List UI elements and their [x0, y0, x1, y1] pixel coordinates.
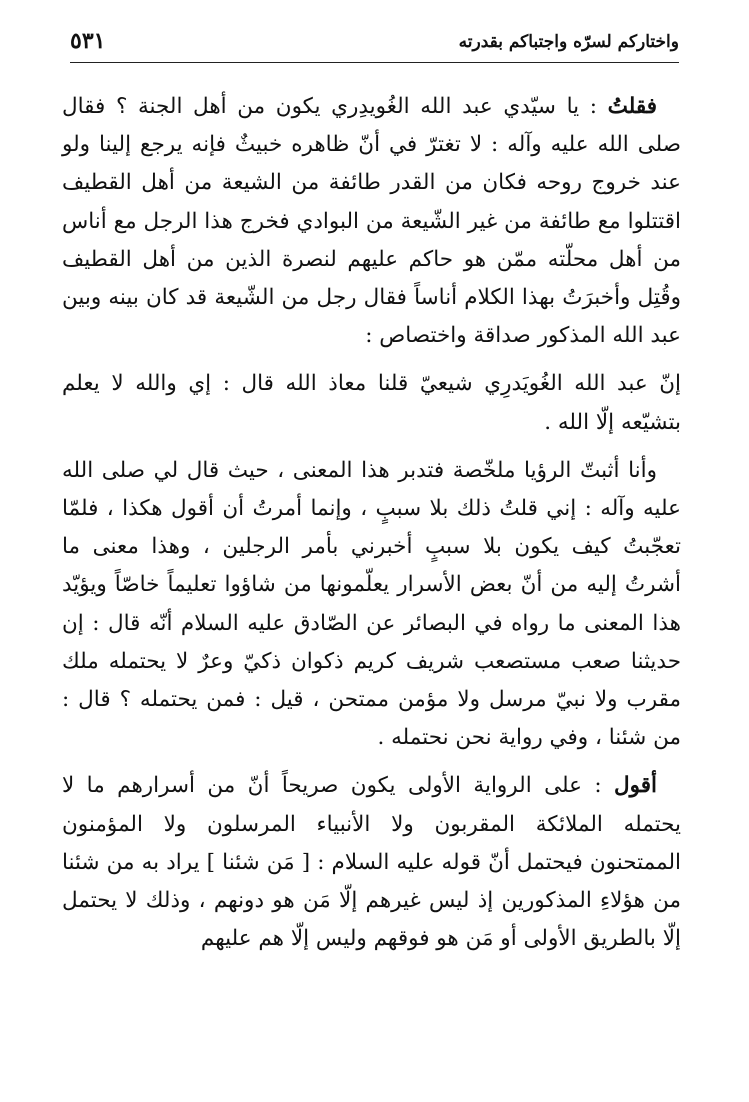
paragraph-text: إنّ عبد الله الغُويَدرِي شيعيّ قلنا معاذ الله قال : إي والله لا يعلم بتشيّعه إلّا الله .	[62, 371, 681, 435]
paragraph-4	[62, 767, 681, 958]
body-text	[62, 88, 681, 968]
paragraph-text: : يا سيّدي عبد الله الغُويدِري يكون من أهل الجنة ؟ فقال صلى الله عليه وآله : لا تغترّ في أنّ ظاهره خبيثٌ فإنه يرجع إلينا ولو عند خروج روحه فكان من القدر طائفة من الشيعة من أهل القطيف اقتتلوا مع طائفة من غير الشّيعة من البوادي فخرج هذا الرجل مع أناس من أهل محلّته ممّن هو حاكم عليهم لنصرة الذين من أهل القطيف وقُتِل وأخبرَتُ بهذا الكلام أناساً فقال رجل من الشّيعة قد كان بينه وبين عبد الله المذكور صداقة واختصاص :	[62, 94, 681, 349]
page-number: ٥٣١	[70, 28, 106, 54]
paragraph-1	[62, 88, 681, 355]
paragraph-2	[62, 365, 681, 441]
paragraph-lead-word: أقول	[614, 773, 657, 799]
paragraph-text: وأنا أثبتّ الرؤيا ملخّصة فتدبر هذا المعنى ، حيث قال لي صلى الله عليه وآله : إني قلتُ ذلك بلا سببٍ ، وإنما أمرتُ أن أقول هكذا ، فلمّا تعجّبتُ كيف يكون بلا سببٍ أخبرني بأمر الرجلين ، وهذا معنى ما أشرتُ إليه من أنّ بعض الأسرار يعلّمونها من شاؤوا تعليماً خاصّاً ويؤيّد هذا المعنى ما رواه في البصائر عن الصّادق عليه السلام أنّه قال : إن حديثنا صعب مستصعب شريف كريم ذكوان ذكيّ وعرٌ لا يحتمله ملك مقرب ولا نبيّ مرسل ولا مؤمن ممتحن ، قيل : فمن يحتمله ؟ قال : من شئنا ، وفي رواية نحن نحتمله .	[62, 457, 681, 751]
page-header	[70, 26, 679, 63]
paragraph-3	[62, 452, 681, 758]
paragraph-lead-word: فقلتُ	[607, 94, 657, 119]
paragraph-text: : على الرواية الأولى يكون صريحاً أنّ من أسرارهم ما لا يحتمله الملائكة المقربون ولا الأنبياء المرسلون ولا المؤمنون الممتحنون فيحتمل أنّ قوله عليه السلام : [ مَن شئنا ] يراد به من شئنا من هؤلاءِ المذكورين إذ ليس غيرهم إلّا مَن هو دونهم ، وذلك لا يحتمل إلّا بالطريق الأولى أو مَن هو فوقهم وليس إلّا هم عليهم	[62, 773, 681, 952]
running-title: واختاركم لسرّه واجتباكم بقدرته	[458, 32, 679, 52]
